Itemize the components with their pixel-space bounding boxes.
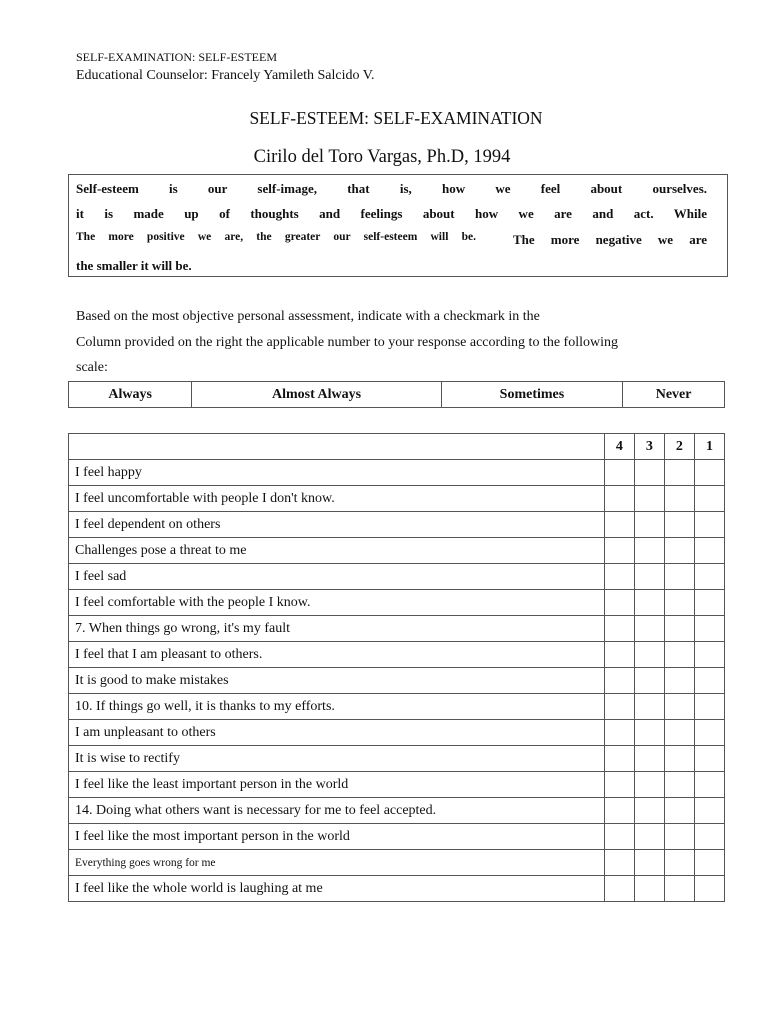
table-row [69, 668, 725, 694]
score-cell-1[interactable] [694, 720, 724, 746]
intro-line-1: Self-esteem is our self-image, that is, how we feel about ourselves. [76, 181, 707, 196]
score-cell-2[interactable] [664, 486, 694, 512]
score-cell-3[interactable] [634, 720, 664, 746]
score-cell-4[interactable] [604, 642, 634, 668]
question-text: 10. If things go well, it is thanks to my efforts. [69, 694, 605, 720]
score-cell-4[interactable] [604, 616, 634, 642]
score-cell-4[interactable] [604, 668, 634, 694]
score-cell-2[interactable] [664, 746, 694, 772]
score-cell-2[interactable] [664, 720, 694, 746]
score-cell-4[interactable] [604, 460, 634, 486]
score-cell-1[interactable] [694, 538, 724, 564]
scale-almost-always: Almost Always [192, 382, 441, 408]
scale-table [68, 381, 725, 408]
score-cell-1[interactable] [694, 694, 724, 720]
score-cell-4[interactable] [604, 824, 634, 850]
score-cell-3[interactable] [634, 512, 664, 538]
score-cell-2[interactable] [664, 616, 694, 642]
table-row [69, 486, 725, 512]
score-cell-2[interactable] [664, 590, 694, 616]
table-row [69, 564, 725, 590]
question-text: I feel like the least important person in the world [69, 772, 605, 798]
question-header-blank [69, 434, 605, 460]
question-text: Challenges pose a threat to me [69, 538, 605, 564]
scale-never: Never [623, 382, 725, 408]
score-header-3: 3 [634, 434, 664, 460]
question-text: I feel like the whole world is laughing at me [69, 876, 605, 902]
score-cell-2[interactable] [664, 876, 694, 902]
question-text: I feel dependent on others [69, 512, 605, 538]
table-row [69, 850, 725, 876]
score-cell-2[interactable] [664, 798, 694, 824]
score-cell-4[interactable] [604, 850, 634, 876]
instruction-line-1: Based on the most objective personal assessment, indicate with a checkmark in the [76, 309, 540, 324]
score-cell-1[interactable] [694, 798, 724, 824]
score-cell-4[interactable] [604, 538, 634, 564]
score-cell-1[interactable] [694, 824, 724, 850]
score-cell-4[interactable] [604, 486, 634, 512]
question-text: 7. When things go wrong, it's my fault [69, 616, 605, 642]
score-cell-4[interactable] [604, 746, 634, 772]
table-row [69, 616, 725, 642]
question-text: I feel uncomfortable with people I don't know. [69, 486, 605, 512]
score-cell-1[interactable] [694, 876, 724, 902]
table-row [69, 460, 725, 486]
table-row [69, 590, 725, 616]
score-cell-4[interactable] [604, 720, 634, 746]
score-cell-4[interactable] [604, 876, 634, 902]
counselor-name: Educational Counselor: Francely Yamileth Salcido V. [76, 68, 375, 83]
table-row [69, 746, 725, 772]
table-row [69, 798, 725, 824]
score-cell-2[interactable] [664, 460, 694, 486]
score-cell-3[interactable] [634, 876, 664, 902]
question-text: I feel happy [69, 460, 605, 486]
intro-line-4: the smaller it will be. [76, 258, 192, 273]
score-cell-1[interactable] [694, 668, 724, 694]
score-cell-4[interactable] [604, 798, 634, 824]
score-cell-3[interactable] [634, 590, 664, 616]
table-row [69, 512, 725, 538]
score-cell-3[interactable] [634, 772, 664, 798]
table-row [69, 720, 725, 746]
score-header-2: 2 [664, 434, 694, 460]
intro-line-3a: The more positive we are, the greater our self-esteem will be. [76, 231, 476, 243]
intro-box [68, 174, 728, 277]
intro-line-3b: The more negative we are [513, 232, 707, 247]
score-cell-3[interactable] [634, 850, 664, 876]
question-text: Everything goes wrong for me [69, 850, 605, 876]
score-cell-4[interactable] [604, 694, 634, 720]
scale-sometimes: Sometimes [441, 382, 622, 408]
score-cell-3[interactable] [634, 616, 664, 642]
score-cell-1[interactable] [694, 642, 724, 668]
score-cell-3[interactable] [634, 746, 664, 772]
question-text: I feel that I am pleasant to others. [69, 642, 605, 668]
score-cell-3[interactable] [634, 824, 664, 850]
score-cell-1[interactable] [694, 772, 724, 798]
table-row [69, 876, 725, 902]
question-text: 14. Doing what others want is necessary for me to feel accepted. [69, 798, 605, 824]
instruction-line-3: scale: [76, 360, 108, 375]
score-cell-4[interactable] [604, 772, 634, 798]
table-row [69, 824, 725, 850]
score-cell-2[interactable] [664, 694, 694, 720]
score-header-1: 1 [694, 434, 724, 460]
score-cell-3[interactable] [634, 564, 664, 590]
score-cell-3[interactable] [634, 694, 664, 720]
question-text: I am unpleasant to others [69, 720, 605, 746]
score-cell-2[interactable] [664, 850, 694, 876]
instruction-line-2: Column provided on the right the applicable number to your response according to the following [76, 335, 618, 350]
score-cell-1[interactable] [694, 564, 724, 590]
table-row [69, 538, 725, 564]
score-cell-2[interactable] [664, 564, 694, 590]
score-cell-3[interactable] [634, 538, 664, 564]
score-cell-2[interactable] [664, 538, 694, 564]
question-text: I feel sad [69, 564, 605, 590]
score-cell-2[interactable] [664, 642, 694, 668]
question-text: I feel like the most important person in the world [69, 824, 605, 850]
score-cell-1[interactable] [694, 746, 724, 772]
questionnaire-table [68, 433, 725, 902]
score-cell-1[interactable] [694, 512, 724, 538]
score-cell-1[interactable] [694, 460, 724, 486]
score-cell-3[interactable] [634, 486, 664, 512]
score-cell-1[interactable] [694, 616, 724, 642]
table-row [69, 772, 725, 798]
question-text: It is good to make mistakes [69, 668, 605, 694]
table-row [69, 694, 725, 720]
score-cell-3[interactable] [634, 642, 664, 668]
table-row [69, 642, 725, 668]
author-line: Cirilo del Toro Vargas, Ph.D, 1994 [253, 147, 511, 167]
question-text: It is wise to rectify [69, 746, 605, 772]
score-cell-2[interactable] [664, 772, 694, 798]
score-cell-4[interactable] [604, 512, 634, 538]
scale-always: Always [69, 382, 192, 408]
score-cell-1[interactable] [694, 486, 724, 512]
page-title: SELF-ESTEEM: SELF-EXAMINATION [249, 108, 543, 128]
score-cell-3[interactable] [634, 460, 664, 486]
score-cell-2[interactable] [664, 668, 694, 694]
header-line-1: SELF-EXAMINATION: SELF-ESTEEM [76, 50, 277, 64]
score-cell-1[interactable] [694, 850, 724, 876]
intro-line-2: it is made up of thoughts and feelings about how we are and act. While [76, 206, 707, 221]
score-cell-2[interactable] [664, 512, 694, 538]
score-cell-4[interactable] [604, 564, 634, 590]
score-cell-3[interactable] [634, 668, 664, 694]
question-text: I feel comfortable with the people I know. [69, 590, 605, 616]
score-cell-1[interactable] [694, 590, 724, 616]
score-cell-4[interactable] [604, 590, 634, 616]
score-header-4: 4 [604, 434, 634, 460]
score-cell-3[interactable] [634, 798, 664, 824]
score-cell-2[interactable] [664, 824, 694, 850]
